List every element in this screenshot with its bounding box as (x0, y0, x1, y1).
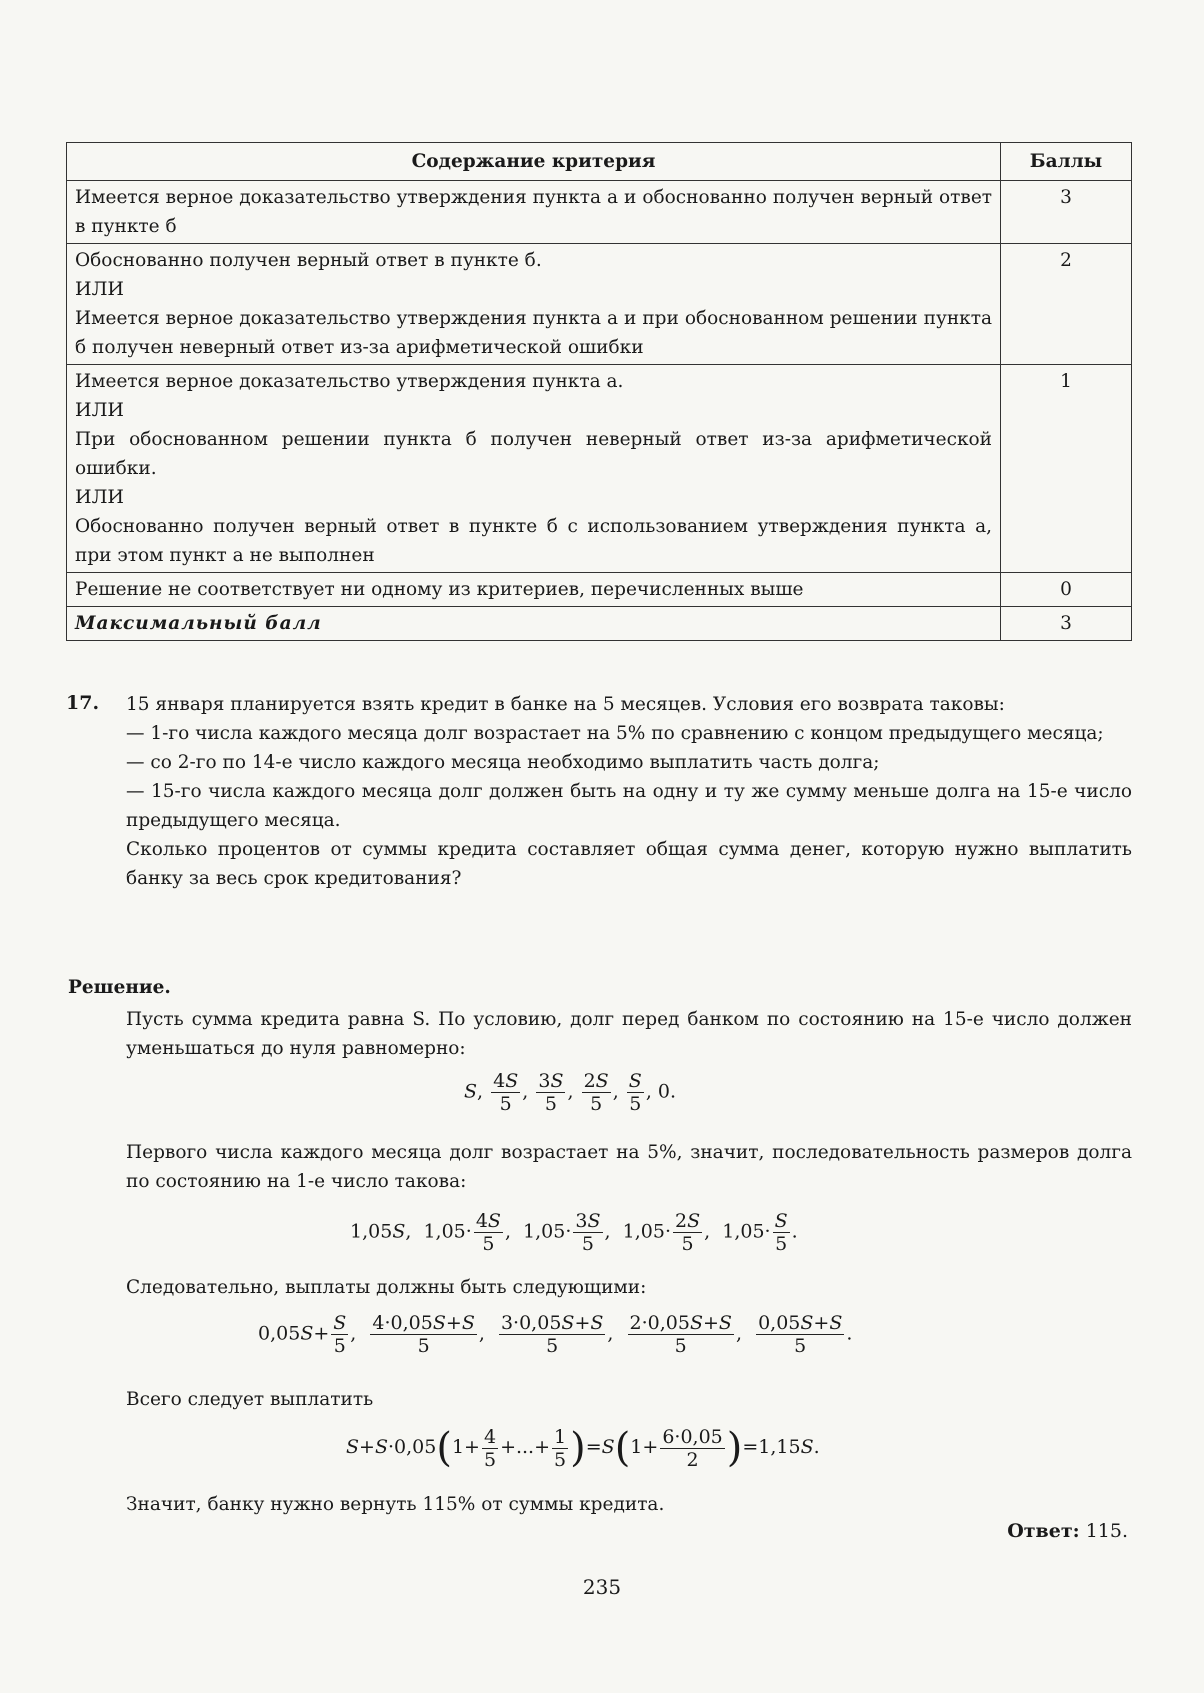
solution-title: Решение. (68, 977, 171, 998)
formula-debts: 1,05S, 1,05· $\frac{4S}{5}$ , 1,05· $\frac{3S}{5}$ , 1,05· $\frac{2S}{5}$ , 1,05· $\frac{S}{5}$ . (350, 1210, 798, 1255)
header-points: Баллы (1001, 143, 1132, 181)
table-row (67, 244, 1132, 365)
criteria-text: Обоснованно получен верный ответ в пункте б с использованием утверждения пункта а, при этом пункт а не выполнен (75, 516, 992, 566)
criteria-text: Имеется верное доказательство утверждения пункта а и обоснованно получен верный ответ в пункте б (75, 187, 992, 237)
max-points: 3 (1001, 607, 1132, 641)
solution-p1: Пусть сумма кредита равна S. По условию, долг перед банком по состоянию на 15-е число должен уменьшаться до нуля равномерно: (126, 1009, 1132, 1059)
header-criteria: Содержание критерия (67, 143, 1001, 181)
or-label: ИЛИ (75, 486, 124, 508)
answer (1007, 1520, 1128, 1542)
problem-text (126, 690, 1132, 893)
table-header-row (67, 143, 1132, 181)
table-row-max (67, 607, 1132, 641)
formula-sequence: S, $\frac{4S}{5}$ , $\frac{3S}{5}$ , $\frac{2S}{5}$ , $\frac{S}{5}$ , 0. (464, 1070, 677, 1115)
table-row (67, 181, 1132, 244)
problem-line: — 15-го числа каждого месяца долг должен быть на одну и ту же сумму меньше долга на 15-е число предыдущего месяца. (126, 781, 1132, 831)
problem-line: 15 января планируется взять кредит в банке на 5 месяцев. Условия его возврата таковы: (126, 694, 1005, 715)
answer-label: Ответ: (1007, 1520, 1080, 1542)
table-row (67, 365, 1132, 573)
solution-p2: Первого числа каждого месяца долг возрастает на 5%, значит, последовательность размеров долга по состоянию на 1-е число такова: (126, 1142, 1132, 1192)
problem-line: Сколько процентов от суммы кредита составляет общая сумма денег, которую нужно выплатить банку за весь срок кредитования? (126, 839, 1132, 889)
solution-p5: Значит, банку нужно вернуть 115% от суммы кредита. (126, 1494, 665, 1515)
answer-value: 115. (1085, 1520, 1128, 1542)
points-cell: 3 (1001, 181, 1132, 244)
criteria-table (66, 142, 1132, 641)
or-label: ИЛИ (75, 399, 124, 421)
criteria-text: Обоснованно получен верный ответ в пункте б. (75, 250, 542, 271)
formula-total: S+S·0,05(1+ $\frac{4}{5}$ +...+ $\frac{1}{5}$ )=S(1+ $\frac{6\cdot 0,05}{2}$ )=1,15S. (346, 1425, 820, 1471)
problem-number: 17. (66, 692, 100, 714)
page-number: 235 (582, 1575, 622, 1599)
criteria-text: Решение не соответствует ни одному из критериев, перечисленных выше (67, 573, 1001, 607)
table-row (67, 573, 1132, 607)
criteria-text: При обоснованном решении пункта б получен неверный ответ из-за арифметической ошибки. (75, 429, 992, 479)
solution-p4: Всего следует выплатить (126, 1389, 374, 1410)
or-label: ИЛИ (75, 278, 124, 300)
max-label: Максимальный балл (67, 607, 1001, 641)
formula-payments: 0,05S+ $\frac{S}{5}$ , $\frac{4\cdot 0,05S+S}{5}$ , $\frac{3\cdot 0,05S+S}{5}$ , $\frac{2\cdot 0,05S+S}{5}$ , $\frac{0,05S+S}{5}$ . (258, 1312, 853, 1357)
points-cell: 0 (1001, 573, 1132, 607)
points-cell: 1 (1001, 365, 1132, 573)
points-cell: 2 (1001, 244, 1132, 365)
criteria-text: Имеется верное доказательство утверждения пункта а. (75, 371, 624, 392)
problem-line: — со 2-го по 14-е число каждого месяца необходимо выплатить часть долга; (126, 752, 880, 773)
criteria-text: Имеется верное доказательство утверждения пункта а и при обоснованном решении пункта б получен неверный ответ из-за арифметической ошибки (75, 308, 992, 358)
solution-p3: Следовательно, выплаты должны быть следующими: (126, 1277, 647, 1298)
problem-line: — 1-го числа каждого месяца долг возрастает на 5% по сравнению с концом предыдущего месяца; (126, 723, 1104, 744)
